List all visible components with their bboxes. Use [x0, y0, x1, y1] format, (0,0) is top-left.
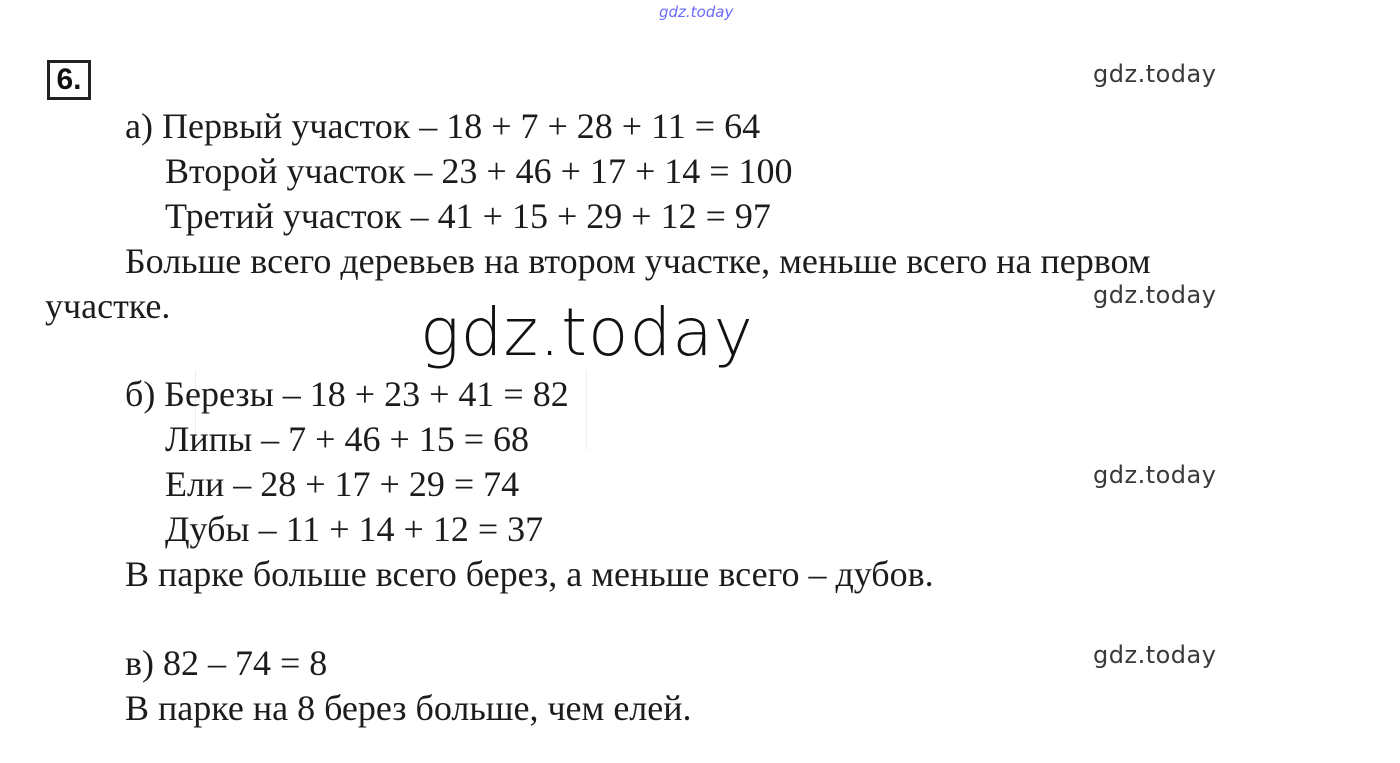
watermark-4: gdz.today [1093, 641, 1217, 669]
part-c-conclusion: В парке на 8 берез больше, чем елей. [125, 688, 692, 728]
part-a-line-2: Второй участок – 23 + 46 + 17 + 14 = 100 [165, 151, 793, 191]
center-watermark: gdz.today [420, 294, 754, 371]
part-b-line-4: Дубы – 11 + 14 + 12 = 37 [165, 509, 544, 549]
part-b-line-2: Липы – 7 + 46 + 15 = 68 [165, 419, 530, 459]
part-c-line: в) 82 – 74 = 8 [125, 643, 328, 683]
top-watermark: gdz.today [659, 3, 734, 21]
part-a-line-3: Третий участок – 41 + 15 + 29 + 12 = 97 [165, 196, 771, 236]
part-b-line-1: б) Березы – 18 + 23 + 41 = 82 [125, 374, 569, 414]
task-number-box: 6. [47, 60, 91, 100]
watermark-3: gdz.today [1093, 461, 1217, 489]
watermark-2: gdz.today [1093, 281, 1217, 309]
part-a-conclusion-1: Больше всего деревьев на втором участке, меньше всего на первом [125, 241, 1151, 281]
part-b-conclusion: В парке больше всего берез, а меньше всего – дубов. [125, 554, 934, 594]
part-a-conclusion-2: участке. [45, 286, 171, 326]
part-b-line-3: Ели – 28 + 17 + 29 = 74 [165, 464, 520, 504]
part-a-line-1: а) Первый участок – 18 + 7 + 28 + 11 = 64 [125, 106, 761, 146]
watermark-1: gdz.today [1093, 60, 1217, 88]
